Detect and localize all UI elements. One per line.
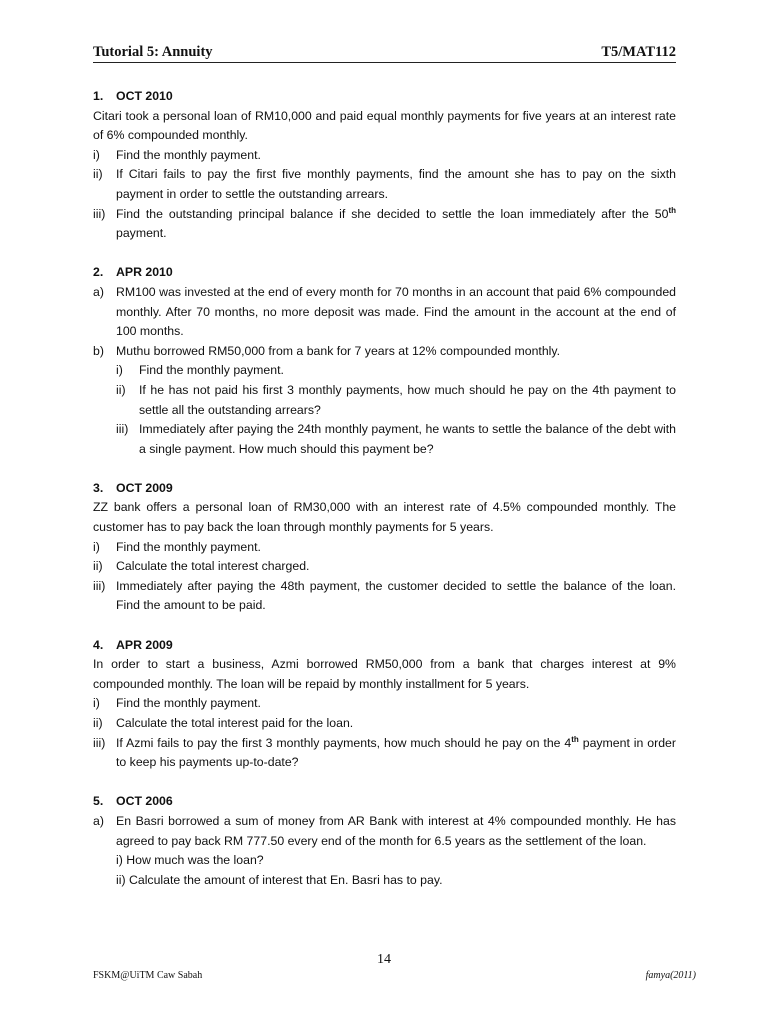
question-3 xyxy=(93,479,676,616)
question-5 xyxy=(93,792,676,890)
question-2 xyxy=(93,263,676,459)
question-4-title: 4. APR 2009 xyxy=(93,637,173,652)
question-1-item-i: i) Find the monthly payment. xyxy=(93,147,261,162)
question-3-item-ii: ii) Calculate the total interest charged. xyxy=(93,559,310,574)
question-5-part-a: a) En Basri borrowed a sum of money from AR Bank with interest at 4% compounded monthly. He has agreed to pay back RM 777.50 every end of the month for 6.5 years as the settlement of the loan. xyxy=(93,813,676,848)
question-3-item-iii: iii) Immediately after paying the 48th payment, the customer decided to settle the balance of the loan. Find the amount to be paid. xyxy=(93,578,676,613)
page-header xyxy=(93,44,676,62)
footer-author: famya(2011) xyxy=(645,970,696,981)
question-1-item-ii: ii) If Citari fails to pay the first five monthly payments, find the amount she has to pay on the sixth payment in order to settle the outstanding arrears. xyxy=(93,167,676,201)
question-2-part-b: b) Muthu borrowed RM50,000 from a bank for 7 years at 12% compounded monthly. xyxy=(93,343,561,358)
question-4-item-ii: ii) Calculate the total interest paid for the loan. xyxy=(93,716,354,730)
question-1-title: 1. OCT 2010 xyxy=(93,89,173,103)
question-3-title: 3. OCT 2009 xyxy=(93,480,173,495)
question-4-item-i: i) Find the monthly payment. xyxy=(93,696,261,711)
question-2-part-a: a) RM100 was invested at the end of every month for 70 months in an account that paid 6% compounded monthly. After 70 months, no more deposit was made. Find the amount in the account at the end of 100 months. xyxy=(93,284,676,339)
question-3-text: ZZ bank offers a personal loan of RM30,000 with an interest rate of 4.5% compounded monthly. The customer has to pay back the loan through monthly payments for 5 years. xyxy=(93,500,676,535)
question-2-title: 2. APR 2010 xyxy=(93,265,173,280)
question-1 xyxy=(93,87,676,244)
question-2-b-item-iii: iii) Immediately after paying the 24th monthly payment, he wants to settle the balance of the debt with a single payment. How much should this payment be? xyxy=(116,422,676,456)
question-1-text: Citari took a personal loan of RM10,000 and paid equal monthly payments for five years at an interest rate of 6% compounded monthly. xyxy=(93,108,676,143)
footer-institution: FSKM@UiTM Caw Sabah xyxy=(93,970,203,981)
question-3-item-i: i) Find the monthly payment. xyxy=(93,539,261,554)
question-2-b-item-ii: ii) If he has not paid his first 3 monthly payments, how much should he pay on the 4th payment to settle all the outstanding arrears? xyxy=(116,382,676,417)
question-5-a-item-ii: ii) Calculate the amount of interest that En. Basri has to pay. xyxy=(116,872,443,887)
header-divider xyxy=(93,62,676,63)
header-title: Tutorial 5: Annuity xyxy=(93,44,213,60)
header-course-code: T5/MAT112 xyxy=(601,44,676,60)
question-5-a-item-i: i) How much was the loan? xyxy=(116,853,264,868)
page-number: 14 xyxy=(377,952,391,967)
question-4-text: In order to start a business, Azmi borrowed RM50,000 from a bank that charges interest at 9% compounded monthly. The loan will be repaid by monthly installment for 5 years. xyxy=(93,657,676,691)
question-1-item-iii: iii) Find the outstanding principal balance if she decided to settle the loan immediately after the 50th payment. xyxy=(93,205,676,241)
tutorial-content xyxy=(93,87,676,910)
question-4-item-iii: iii) If Azmi fails to pay the first 3 monthly payments, how much should he pay on the 4th payment in order to keep his payments up-to-date? xyxy=(93,734,676,770)
question-5-title: 5. OCT 2006 xyxy=(93,794,173,809)
question-4 xyxy=(93,636,676,773)
question-2-b-item-i: i) Find the monthly payment. xyxy=(116,363,284,378)
